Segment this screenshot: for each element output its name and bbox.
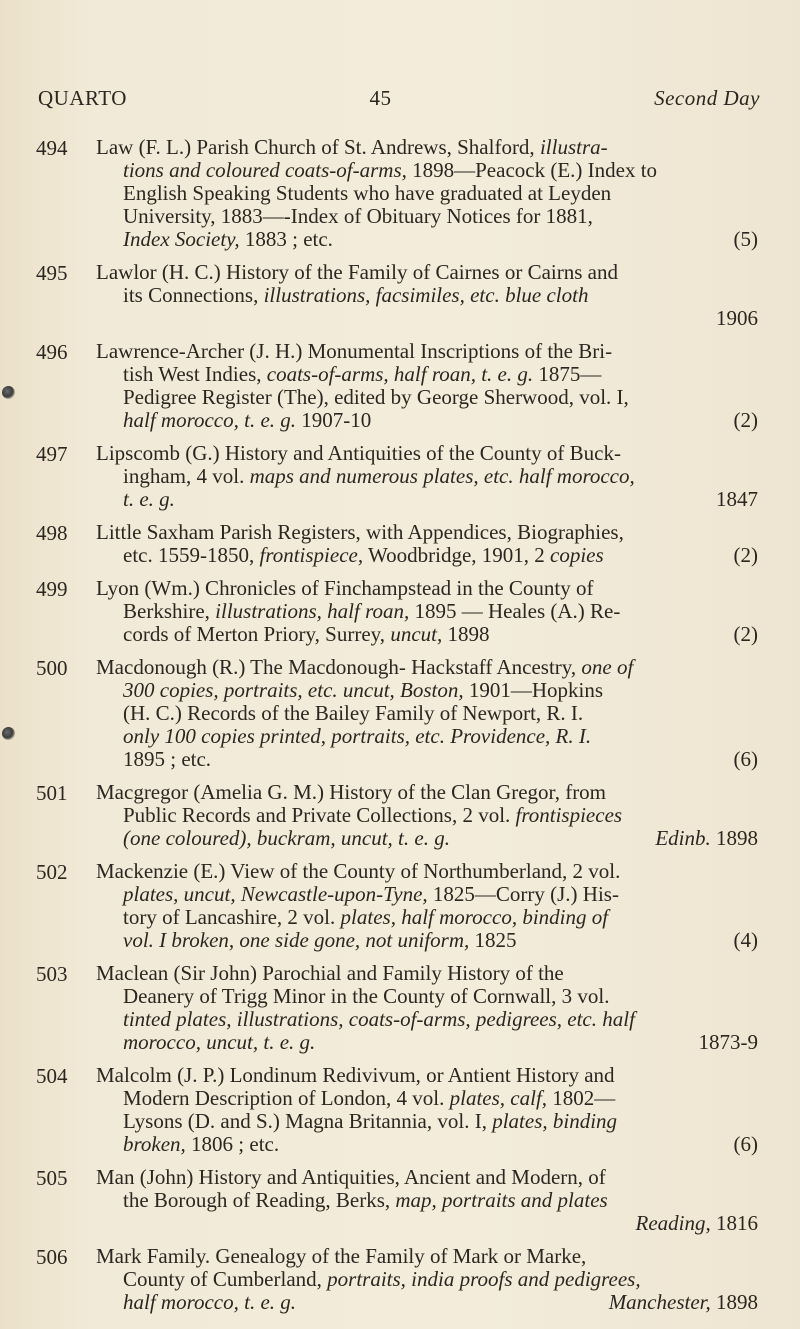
entry-line: (H. C.) Records of the Bailey Family of Newport, R. I.	[123, 701, 584, 725]
lot-entry	[0, 1064, 800, 1156]
lot-number: 505	[36, 1166, 68, 1190]
lot-number: 501	[36, 781, 68, 805]
lot-number: 506	[36, 1245, 68, 1269]
entry-line: Mackenzie (E.) View of the County of Northumberland, 2 vol.	[96, 859, 621, 883]
entry-line: Lyon (Wm.) Chronicles of Finchampstead in the County of	[96, 576, 594, 600]
lot-entry	[0, 261, 800, 330]
entry-line: broken, 1806 ; etc. (6)	[123, 1132, 758, 1156]
entry-line: Little Saxham Parish Registers, with Appendices, Biographies,	[96, 520, 624, 544]
lot-entry	[0, 442, 800, 511]
entry-line: tions and coloured coats-of-arms, 1898—Peacock (E.) Index to	[123, 158, 658, 182]
lot-entries	[0, 135, 800, 1314]
entry-line: tory of Lancashire, 2 vol. plates, half morocco, binding of	[123, 905, 609, 929]
lot-number: 497	[36, 442, 68, 466]
entry-line: University, 1883—-Index of Obituary Notices for 1881,	[123, 204, 593, 228]
entry-line: Maclean (Sir John) Parochial and Family History of the	[96, 961, 564, 985]
entry-line: Lipscomb (G.) History and Antiquities of the County of Buck-	[96, 441, 621, 465]
entry-line: Man (John) History and Antiquities, Ancient and Modern, of	[96, 1165, 606, 1189]
lot-number: 495	[36, 261, 68, 285]
lot-number: 496	[36, 340, 68, 364]
lot-number: 502	[36, 860, 68, 884]
entry-line: Law (F. L.) Parish Church of St. Andrews, Shalford, illustra-	[96, 135, 608, 159]
entry-line: (one coloured), buckram, uncut, t. e. g. Edinb. 1898	[123, 826, 758, 850]
lot-number: 494	[36, 136, 68, 160]
lot-number: 499	[36, 577, 68, 601]
entry-line: 1906	[716, 306, 758, 330]
lot-entry	[0, 962, 800, 1054]
entry-line: Modern Description of London, 4 vol. plates, calf, 1802—	[123, 1086, 616, 1110]
lot-entry	[0, 781, 800, 850]
entry-line: English Speaking Students who have graduated at Leyden	[123, 181, 612, 205]
entry-line: t. e. g. 1847	[123, 487, 758, 511]
entry-line: Pedigree Register (The), edited by George Sherwood, vol. I,	[123, 385, 629, 409]
entry-line: Lawrence-Archer (J. H.) Monumental Inscriptions of the Bri-	[96, 339, 613, 363]
lot-entry	[0, 1166, 800, 1235]
page-number: 45	[369, 86, 392, 110]
entry-line: its Connections, illustrations, facsimiles, etc. blue cloth	[123, 283, 589, 307]
lot-entry	[0, 521, 800, 567]
entry-line: the Borough of Reading, Berks, map, portraits and plates	[123, 1188, 608, 1212]
entry-line: half morocco, t. e. g. Manchester, 1898	[123, 1290, 758, 1314]
entry-line: Macdonough (R.) The Macdonough- Hackstaff Ancestry, one of	[96, 655, 634, 679]
entry-line: Macgregor (Amelia G. M.) History of the Clan Gregor, from	[96, 780, 607, 804]
entry-line: Lawlor (H. C.) History of the Family of Cairnes or Cairns and	[96, 260, 618, 284]
entry-line: vol. I broken, one side gone, not uniform, 1825 (4)	[123, 928, 758, 952]
lot-entry	[0, 860, 800, 952]
lot-entry	[0, 136, 800, 251]
entry-line: Berkshire, illustrations, half roan, 1895 — Heales (A.) Re-	[123, 599, 621, 623]
lot-entry	[0, 577, 800, 646]
entry-line: morocco, uncut, t. e. g. 1873-9	[123, 1030, 758, 1054]
entry-line: ingham, 4 vol. maps and numerous plates, etc. half morocco,	[123, 464, 635, 488]
lot-number: 503	[36, 962, 68, 986]
header-left: QUARTO	[38, 86, 127, 110]
entry-line: tinted plates, illustrations, coats-of-arms, pedigrees, etc. half	[123, 1007, 635, 1031]
entry-line: plates, uncut, Newcastle-upon-Tyne, 1825—Corry (J.) His-	[123, 882, 619, 906]
running-head	[38, 86, 760, 111]
header-right: Second Day	[654, 86, 760, 110]
lot-entry	[0, 340, 800, 432]
entry-line: half morocco, t. e. g. 1907-10 (2)	[123, 408, 758, 432]
entry-line: Mark Family. Genealogy of the Family of Mark or Marke,	[96, 1244, 587, 1268]
entry-line: Deanery of Trigg Minor in the County of Cornwall, 3 vol.	[123, 984, 610, 1008]
lot-entry	[0, 1245, 800, 1314]
entry-line: County of Cumberland, portraits, india proofs and pedigrees,	[123, 1267, 641, 1291]
lot-number: 500	[36, 656, 68, 680]
entry-line: cords of Merton Priory, Surrey, uncut, 1898 (2)	[123, 622, 758, 646]
lot-number: 504	[36, 1064, 68, 1088]
entry-line: 300 copies, portraits, etc. uncut, Boston, 1901—Hopkins	[123, 678, 604, 702]
entry-line: Malcolm (J. P.) Londinum Redivivum, or Antient History and	[96, 1063, 615, 1087]
entry-line: etc. 1559-1850, frontispiece, Woodbridge, 1901, 2 copies (2)	[123, 543, 758, 567]
entry-line: tish West Indies, coats-of-arms, half roan, t. e. g. 1875—	[123, 362, 602, 386]
lot-entry	[0, 656, 800, 771]
entry-line: Lysons (D. and S.) Magna Britannia, vol. I, plates, binding	[123, 1109, 618, 1133]
entry-line: Index Society, 1883 ; etc. (5)	[123, 227, 758, 251]
entry-line: only 100 copies printed, portraits, etc. Providence, R. I.	[123, 724, 592, 748]
entry-line: Public Records and Private Collections, 2 vol. frontispieces	[123, 803, 623, 827]
entry-line: Reading, 1816	[635, 1211, 758, 1235]
lot-number: 498	[36, 521, 68, 545]
entry-line: 1895 ; etc. (6)	[123, 747, 758, 771]
